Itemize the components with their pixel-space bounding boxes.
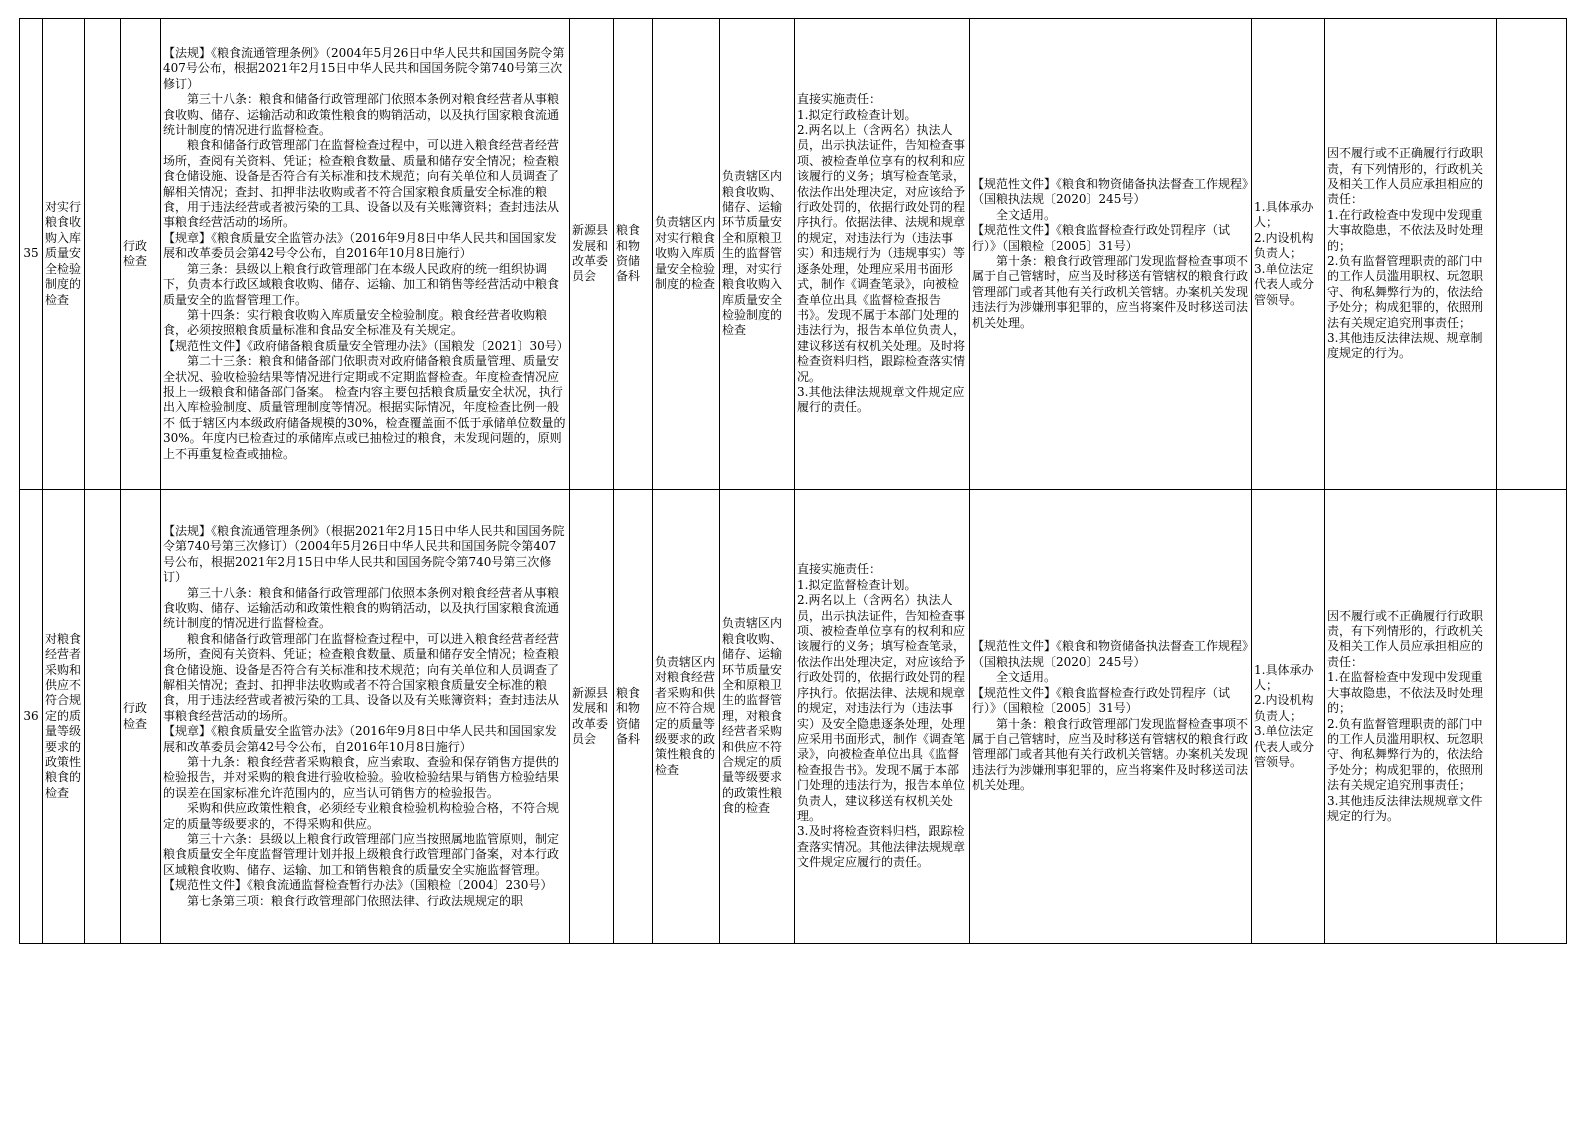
basis-paragraph: 第七条第三项：粮食行政管理部门依照法律、行政法规规定的职 bbox=[187, 893, 524, 908]
responsible-office: 粮食和物资储备科 bbox=[614, 19, 653, 490]
basis-paragraph: 【规章】《粮食质量安全监管办法》（2016年9月8日中华人民共和国国家发展和改革委员会第42号令公布，自2016年10月8日施行） bbox=[163, 724, 557, 754]
implementing-department: 新源县发展和改革委员会 bbox=[570, 19, 614, 490]
basis-paragraph: 采购和供应政策性粮食，必须经专业粮食检验机构检验合格，不符合规定的质量等级要求的，不得采购和供应。 bbox=[163, 801, 560, 831]
duty-content: 负责辖区内对实行粮食收购入库质量安全检验制度的检查 bbox=[653, 19, 720, 490]
responsibility-subject bbox=[1252, 490, 1325, 944]
responsibility-line: 1.拟定行政检查计划。 bbox=[797, 107, 917, 122]
basis-paragraph: 第三十八条：粮食和储备行政管理部门依照本条例对粮食经营者从事粮食收购、储存、运输活动和政策性粮食的购销活动，以及执行国家粮食流通统计制度的情况进行监督检查。 bbox=[163, 585, 560, 631]
basis-paragraph: 【规章】《粮食质量安全监管办法》（2016年9月8日中华人民共和国国家发展和改革委员会第42号令公布，自2016年10月8日施行） bbox=[163, 230, 557, 261]
item-code bbox=[85, 19, 121, 490]
basis-paragraph: 第十九条：粮食经营者采购粮食，应当索取、查验和保存销售方提供的检验报告，并对采购的粮食进行验收检验。验收检验结果与销售方检验结果的误差在国家标准允许范围内的，应当认可销售方的检验报告。 bbox=[163, 755, 560, 800]
responsibility-basis-paragraph: 【规范性文件】《粮食监督检查行政处罚程序（试行）》（国粮检〔2005〕31号） bbox=[972, 685, 1231, 716]
row-number: 35 bbox=[20, 19, 43, 490]
responsibility-line: 3.其他法律法规规章文件规定应履行的责任。 bbox=[797, 384, 965, 415]
accountability-line: 2.负有监督管理职责的部门中的工作人员滥用职权、玩忽职守、徇私舞弊行为的，依法给予处分；构成犯罪的，依照刑法有关规定追究刑事责任； bbox=[1327, 254, 1484, 330]
accountability-line: 3.其他违反法律法规、规章制度规定的行为。 bbox=[1327, 331, 1483, 361]
responsibility-basis-paragraph: 第十条：粮食行政管理部门发现监督检查事项不属于自己管辖时，应当及时移送有管辖权的粮食行政管理部门或者其他有关行政机关管辖。办案机关发现违法行为涉嫌刑事犯罪的，应当将案件及时移送司法机关处理。 bbox=[972, 254, 1249, 330]
responsibility-items bbox=[795, 490, 970, 944]
responsibility-line: 直接实施责任： bbox=[797, 92, 882, 107]
basis-paragraph: 第十四条：实行粮食收购入库质量安全检验制度。粮食经营者收购粮食，必须按照粮食质量标准和食品安全标准及有关规定。 bbox=[163, 307, 548, 338]
responsibility-basis-paragraph: 全文适用。 bbox=[996, 207, 1057, 222]
responsibility-basis bbox=[970, 490, 1252, 944]
basis-paragraph: 【规范性文件】《粮食流通监督检查暂行办法》（国粮检〔2004〕230号） bbox=[163, 878, 553, 893]
table-row bbox=[20, 19, 1567, 490]
responsibility-items bbox=[795, 19, 970, 490]
responsibility-basis-paragraph: 第十条：粮食行政管理部门发现监督检查事项不属于自己管辖时，应当及时移送有管辖权的粮食行政管理部门或者其他有关行政机关管辖。办案机关发现违法行为涉嫌刑事犯罪的，应当将案件及时移送司法机关处理。 bbox=[972, 716, 1249, 793]
responsibility-basis-paragraph: 【规范性文件】《粮食和物资储备执法督查工作规程》（国粮执法规〔2020〕245号） bbox=[972, 639, 1249, 669]
item-name: 对实行粮食收购入库质量安全检验制度的检查 bbox=[43, 19, 85, 490]
power-list-table bbox=[19, 18, 1567, 944]
duty-content: 负责辖区内对粮食经营者采购和供应不符合规定的质量等级要求的政策性粮食的检查 bbox=[653, 490, 720, 944]
duty-scope: 负责辖区内粮食收购、储存、运输环节质量安全和原粮卫生的监督管理，对实行粮食收购入库质量安全检验制度的检查 bbox=[720, 19, 795, 490]
legal-basis bbox=[161, 490, 570, 944]
accountability-line: 1.在监督检查中发现中发现重大事故隐患，不依法及时处理的； bbox=[1327, 670, 1484, 716]
item-type: 行政检查 bbox=[121, 19, 161, 490]
implementing-department: 新源县发展和改革委员会 bbox=[570, 490, 614, 944]
responsible-office: 粮食和物资储备科 bbox=[614, 490, 653, 944]
subject-line: 1.具体承办人； bbox=[1254, 662, 1314, 692]
item-type: 行政检查 bbox=[121, 490, 161, 944]
legal-basis bbox=[161, 19, 570, 490]
subject-line: 3.单位法定代表人或分管领导。 bbox=[1254, 261, 1315, 307]
accountability-line: 1.在行政检查中发现中发现重大事故隐患，不依法及时处理的； bbox=[1327, 207, 1484, 253]
row-number: 36 bbox=[20, 490, 43, 944]
item-code bbox=[85, 490, 121, 944]
basis-paragraph: 粮食和储备行政管理部门在监督检查过程中，可以进入粮食经营者经营场所，查阅有关资料、凭证；检查粮食数量、质量和储存安全情况；检查粮食仓储设施、设备是否符合有关标准和技术规范；向有关单位和人员调查了解相关情况；查封、扣押非法收购或者不符合国家粮食质量安全标准的粮食，用于违法经营或者被污染的工具、设备以及有关账簿资料；查封违法从事粮食经营活动的场所。 bbox=[163, 631, 560, 723]
responsibility-line: 3.及时将检查资料归档，跟踪检查落实情况。其他法律法规规章文件规定应履行的责任。 bbox=[797, 824, 966, 870]
subject-line: 2.内设机构负责人； bbox=[1254, 693, 1314, 723]
basis-paragraph: 第三十六条：县级以上粮食行政管理部门应当按照属地监管原则，制定粮食质量安全年度监督管理计划并报上级粮食行政管理部门备案，对本行政区域粮食收购、储存、运输、加工和销售粮食的质量安全实施监督管理。 bbox=[163, 832, 560, 877]
remark bbox=[1497, 19, 1567, 490]
responsibility-line: 直接实施责任： bbox=[797, 562, 882, 577]
basis-paragraph: 【规范性文件】《政府储备粮食质量安全管理办法》（国粮发〔2021〕30号） bbox=[163, 338, 569, 353]
responsibility-basis-paragraph: 【规范性文件】《粮食监督检查行政处罚程序（试行）》（国粮检〔2005〕31号） bbox=[972, 223, 1231, 253]
responsibility-subject bbox=[1252, 19, 1325, 490]
legal-basis-clip bbox=[163, 524, 567, 909]
item-name: 对粮食经营者采购和供应不符合规定的质量等级要求的政策性粮食的检查 bbox=[43, 490, 85, 944]
basis-paragraph: 【法规】《粮食流通管理条例》（根据2021年2月15日中华人民共和国国务院令第740号第三次修订）（2004年5月26日中华人民共和国国务院令第407号公布，根据2021年2月15日中华人民共和国国务院令第740号第三次修订） bbox=[163, 523, 565, 585]
responsibility-line: 1.拟定监督检查计划。 bbox=[797, 577, 917, 592]
responsibility-line: 2.两名以上（含两名）执法人员，出示执法证件，告知检查事项、被检查单位享有的权利和应该履行的义务；填写检查笔录，依法作出处理决定，对应该给予行政处罚的，依据行政处罚的程序执行。依据法律、法规和规章的规定，对违法行为（违法事实）和违规行为（违规事实）等逐条处理，处理应采用书面形式，制作《调查笔录》，向被检查单位出具《监督检查报告书》。发现不属于本部门处理的违法行为，报告本单位负责人，建议移送有权机关处理。及时将检查资料归档，跟踪检查落实情况。 bbox=[797, 123, 966, 384]
subject-line: 3.单位法定代表人或分管领导。 bbox=[1254, 724, 1315, 770]
responsibility-basis-paragraph: 全文适用。 bbox=[996, 670, 1057, 685]
basis-paragraph: 粮食和储备行政管理部门在监督检查过程中，可以进入粮食经营者经营场所，查阅有关资料、凭证；检查粮食数量、质量和储存安全情况；检查粮食仓储设施、设备是否符合有关标准和技术规范；向有关单位和人员调查了解相关情况；查封、扣押非法收购或者不符合国家粮食质量安全标准的粮食，用于违法经营或者被污染的工具、设备以及有关账簿资料；查封违法从事粮食经营活动的场所。 bbox=[163, 138, 560, 230]
accountability-line: 因不履行或不正确履行行政职责，有下列情形的，行政机关及相关工作人员应承担相应的责任： bbox=[1327, 608, 1484, 669]
duty-scope: 负责辖区内粮食收购、储存、运输环节质量安全和原粮卫生的监督管理，对粮食经营者采购和供应不符合规定的质量等级要求的政策性粮食的检查 bbox=[720, 490, 795, 944]
subject-line: 2.内设机构负责人； bbox=[1254, 230, 1314, 261]
accountability-line: 3.其他违反法律法规规章文件规定的行为。 bbox=[1327, 793, 1483, 823]
accountability-line: 因不履行或不正确履行行政职责，有下列情形的，行政机关及相关工作人员应承担相应的责任： bbox=[1327, 146, 1484, 207]
table-row bbox=[20, 490, 1567, 944]
remark bbox=[1497, 490, 1567, 944]
subject-line: 1.具体承办人； bbox=[1254, 200, 1314, 230]
responsibility-basis bbox=[970, 19, 1252, 490]
accountability-line: 2.负有监督管理职责的部门中的工作人员滥用职权、玩忽职守、徇私舞弊行为的，依法给予处分；构成犯罪的，依照刑法有关规定追究刑事责任； bbox=[1327, 716, 1484, 793]
basis-paragraph: 第三十八条：粮食和储备行政管理部门依照本条例对粮食经营者从事粮食收购、储存、运输活动和政策性粮食的购销活动，以及执行国家粮食流通统计制度的情况进行监督检查。 bbox=[163, 92, 560, 138]
responsibility-basis-paragraph: 【规范性文件】《粮食和物资储备执法督查工作规程》（国粮执法规〔2020〕245号） bbox=[972, 176, 1249, 207]
accountability bbox=[1325, 19, 1497, 490]
responsibility-line: 2.两名以上（含两名）执法人员，出示执法证件，告知检查事项、被检查单位享有的权利和应该履行的义务；填写检查笔录，依法作出处理决定，对应该给予行政处罚的，依据行政处罚的程序执行。依据法律、法规和规章的规定，对违法行为（违法事实）及安全隐患逐条处理，处理应采用书面形式，制作《调查笔录》，向被检查单位出具《监督检查报告书》。发现不属于本部门处理的违法行为，报告本单位负责人，建议移送有权机关处理。 bbox=[797, 593, 966, 823]
accountability bbox=[1325, 490, 1497, 944]
basis-paragraph: 【法规】《粮食流通管理条例》（2004年5月26日中华人民共和国国务院令第407号公布，根据2021年2月15日中华人民共和国国务院令第740号第三次修订） bbox=[163, 46, 565, 91]
basis-paragraph: 第三条：县级以上粮食行政管理部门在本级人民政府的统一组织协调下，负责本行政区域粮食收购、储存、运输、加工和销售等经营活动中粮食质量安全的监督管理工作。 bbox=[163, 261, 560, 307]
basis-paragraph: 第二十三条：粮食和储备部门依职责对政府储备粮食质量管理、质量安全状况、验收检验结果等情况进行定期或不定期监督检查。年度检查情况应报上一级粮食和储备部门备案。 检查内容主要包括粮食质量安全状况，执行出入库检验制度、质量管理制度等情况。根据实际情况，年度检查比例一般不 低于辖区内本级政府储备规模的30%，检查覆盖面不低于承储单位数量的 30%。年度内已检查过的承储库点或已抽检过的粮食，未发现问题的，原则上不再重复检查或抽检。 bbox=[163, 354, 566, 461]
